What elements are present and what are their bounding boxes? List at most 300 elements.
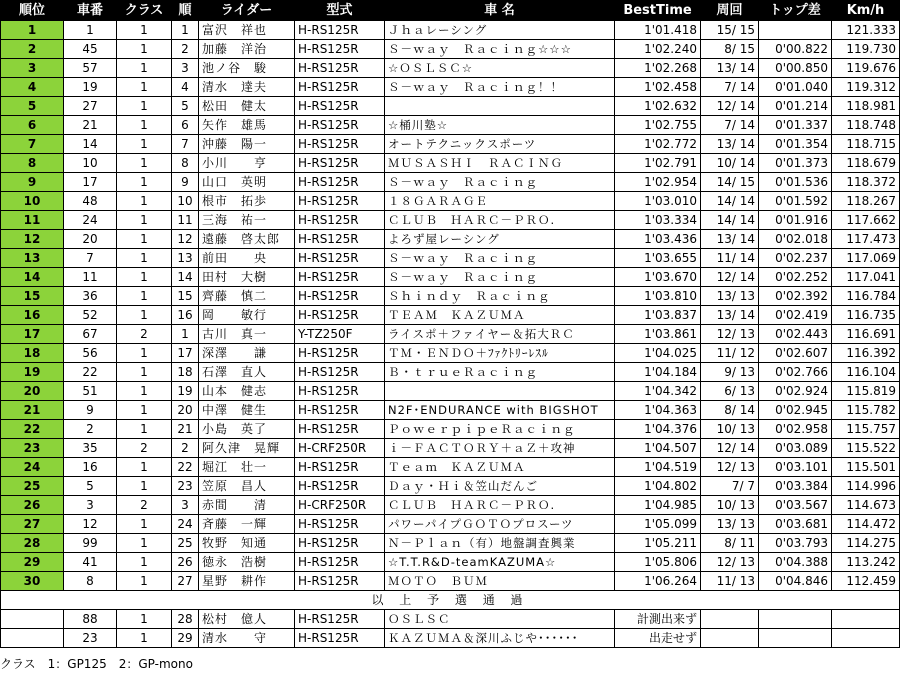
cell-laps: 11/ 14 (701, 249, 759, 268)
cell-gap: 0'03.089 (759, 439, 832, 458)
table-row (1, 97, 900, 116)
cell-model: H-CRF250R (295, 439, 385, 458)
cell-rider: 阿久津 晃輝 (199, 439, 295, 458)
cell-laps: 14/ 14 (701, 192, 759, 211)
table-row (1, 610, 900, 629)
cell-best-time: 1'05.806 (615, 553, 701, 572)
cell-model: H-RS125R (295, 477, 385, 496)
cell-laps: 10/ 13 (701, 496, 759, 515)
cell-car-number: 22 (64, 363, 117, 382)
cell-rider: 山口 英明 (199, 173, 295, 192)
cell-class-order: 15 (172, 287, 199, 306)
cell-model: H-RS125R (295, 21, 385, 40)
cell-position: 23 (1, 439, 64, 458)
cell-best-time: 1'03.837 (615, 306, 701, 325)
cell-gap: 0'01.040 (759, 78, 832, 97)
cell-model: H-RS125R (295, 306, 385, 325)
cell-machine-name: Ｓｈｉｎｄｙ Ｒａｃｉｎｇ (385, 287, 615, 306)
cell-rider: 富沢 祥也 (199, 21, 295, 40)
cell-class-order: 21 (172, 420, 199, 439)
cell-best-time: 1'04.363 (615, 401, 701, 420)
cell-class-order: 3 (172, 496, 199, 515)
col-header-rider: ライダー (199, 1, 295, 21)
cell-position: 2 (1, 40, 64, 59)
cell-speed: 117.473 (832, 230, 900, 249)
table-row (1, 553, 900, 572)
table-row (1, 287, 900, 306)
cell-class-order: 7 (172, 135, 199, 154)
cell-speed: 118.372 (832, 173, 900, 192)
cell-class-order: 19 (172, 382, 199, 401)
cell-speed (832, 610, 900, 629)
cell-gap: 0'02.958 (759, 420, 832, 439)
col-header-machine-name: 車 名 (385, 1, 615, 21)
cell-car-number: 12 (64, 515, 117, 534)
cell-machine-name (385, 382, 615, 401)
cell-rider: 田村 大樹 (199, 268, 295, 287)
cell-speed: 114.673 (832, 496, 900, 515)
cell-laps: 13/ 14 (701, 135, 759, 154)
cell-gap: 0'01.592 (759, 192, 832, 211)
qualify-note-row (1, 591, 900, 610)
cell-best-time: 1'02.791 (615, 154, 701, 173)
cell-machine-name: ＫＡＺＵＭＡ＆深川ふじや･･････ (385, 629, 615, 648)
cell-model: H-RS125R (295, 401, 385, 420)
cell-laps: 12/ 13 (701, 553, 759, 572)
cell-speed: 118.267 (832, 192, 900, 211)
cell-laps: 12/ 14 (701, 439, 759, 458)
cell-laps: 10/ 13 (701, 420, 759, 439)
cell-model: H-CRF250R (295, 496, 385, 515)
cell-model: H-RS125R (295, 344, 385, 363)
cell-laps: 11/ 13 (701, 572, 759, 591)
cell-gap: 0'02.924 (759, 382, 832, 401)
cell-model: H-RS125R (295, 458, 385, 477)
cell-rider: 三海 祐一 (199, 211, 295, 230)
cell-class-order: 2 (172, 439, 199, 458)
cell-model: H-RS125R (295, 173, 385, 192)
cell-machine-name: Ｄａｙ・Ｈｉ＆笠山だんご (385, 477, 615, 496)
cell-machine-name: Ｔｅａｍ ＫＡＺＵＭＡ (385, 458, 615, 477)
cell-machine-name: Ｓ－ｗａｙ Ｒａｃｉｎｇ☆☆☆ (385, 40, 615, 59)
col-header-speed: Km/h (832, 1, 900, 21)
cell-class: 1 (117, 610, 172, 629)
cell-speed: 118.748 (832, 116, 900, 135)
cell-machine-name: Ｓ－ｗａｙ Ｒａｃｉｎｇ！！ (385, 78, 615, 97)
cell-class-order: 26 (172, 553, 199, 572)
col-header-car-number: 車番 (64, 1, 117, 21)
table-row (1, 382, 900, 401)
cell-car-number: 19 (64, 78, 117, 97)
table-row (1, 458, 900, 477)
cell-class-order: 1 (172, 325, 199, 344)
cell-speed: 118.679 (832, 154, 900, 173)
cell-rider: 小川 亨 (199, 154, 295, 173)
table-row (1, 325, 900, 344)
cell-laps: 8/ 11 (701, 534, 759, 553)
cell-machine-name: Ｓ－ｗａｙ Ｒａｃｉｎｇ (385, 249, 615, 268)
cell-model: H-RS125R (295, 135, 385, 154)
cell-machine-name: Ｎ－Ｐｌａｎ（有）地盤調査興業 (385, 534, 615, 553)
cell-laps: 13/ 13 (701, 515, 759, 534)
cell-class: 1 (117, 116, 172, 135)
cell-car-number: 67 (64, 325, 117, 344)
cell-gap: 0'01.214 (759, 97, 832, 116)
cell-rider: 齊藤 慎二 (199, 287, 295, 306)
cell-speed: 115.819 (832, 382, 900, 401)
cell-car-number: 11 (64, 268, 117, 287)
cell-model: H-RS125R (295, 192, 385, 211)
cell-speed: 117.041 (832, 268, 900, 287)
cell-best-time: 1'01.418 (615, 21, 701, 40)
cell-best-time: 1'04.519 (615, 458, 701, 477)
cell-class-order: 25 (172, 534, 199, 553)
cell-class-order: 10 (172, 192, 199, 211)
cell-car-number: 23 (64, 629, 117, 648)
cell-gap: 0'02.252 (759, 268, 832, 287)
cell-machine-name: Ｓ－ｗａｙ Ｒａｃｉｎｇ (385, 173, 615, 192)
cell-class: 1 (117, 401, 172, 420)
cell-gap: 0'01.916 (759, 211, 832, 230)
col-header-laps: 周回 (701, 1, 759, 21)
cell-class-order: 17 (172, 344, 199, 363)
cell-gap: 0'02.392 (759, 287, 832, 306)
cell-car-number: 24 (64, 211, 117, 230)
cell-model: H-RS125R (295, 78, 385, 97)
cell-car-number: 41 (64, 553, 117, 572)
cell-car-number: 35 (64, 439, 117, 458)
cell-best-time: 1'03.655 (615, 249, 701, 268)
table-row (1, 306, 900, 325)
cell-car-number: 14 (64, 135, 117, 154)
cell-gap: 0'03.567 (759, 496, 832, 515)
cell-gap: 0'00.850 (759, 59, 832, 78)
cell-speed: 116.784 (832, 287, 900, 306)
cell-model: Y-TZ250F (295, 325, 385, 344)
cell-class: 1 (117, 287, 172, 306)
cell-class: 2 (117, 496, 172, 515)
cell-class-order: 8 (172, 154, 199, 173)
cell-rider: 中澤 健生 (199, 401, 295, 420)
cell-position: 17 (1, 325, 64, 344)
cell-gap: 0'01.373 (759, 154, 832, 173)
cell-model: H-RS125R (295, 154, 385, 173)
cell-class: 1 (117, 306, 172, 325)
cell-rider: 深澤 謙 (199, 344, 295, 363)
cell-position: 24 (1, 458, 64, 477)
cell-best-time: 出走せず (615, 629, 701, 648)
table-row (1, 268, 900, 287)
cell-position: 26 (1, 496, 64, 515)
cell-speed: 116.104 (832, 363, 900, 382)
table-row (1, 249, 900, 268)
cell-machine-name: ｉ－ＦＡＣＴＯＲＹ＋ａＺ＋攻神 (385, 439, 615, 458)
cell-rider: 清水 達夫 (199, 78, 295, 97)
cell-model: H-RS125R (295, 249, 385, 268)
cell-car-number: 7 (64, 249, 117, 268)
cell-position: 25 (1, 477, 64, 496)
cell-model: H-RS125R (295, 382, 385, 401)
cell-best-time: 1'03.670 (615, 268, 701, 287)
cell-laps: 13/ 14 (701, 230, 759, 249)
cell-class: 1 (117, 21, 172, 40)
cell-car-number: 45 (64, 40, 117, 59)
cell-class: 1 (117, 40, 172, 59)
cell-machine-name: よろず屋レーシング (385, 230, 615, 249)
cell-position: 5 (1, 97, 64, 116)
cell-laps: 7/ 7 (701, 477, 759, 496)
cell-best-time: 1'03.861 (615, 325, 701, 344)
cell-best-time: 1'02.954 (615, 173, 701, 192)
cell-gap: 0'02.945 (759, 401, 832, 420)
cell-laps: 7/ 14 (701, 78, 759, 97)
cell-laps: 13/ 14 (701, 306, 759, 325)
table-row (1, 401, 900, 420)
cell-class: 1 (117, 344, 172, 363)
cell-position: 12 (1, 230, 64, 249)
cell-machine-name: ＴＥＡＭ ＫＡＺＵＭＡ (385, 306, 615, 325)
cell-best-time: 1'04.376 (615, 420, 701, 439)
cell-best-time: 1'02.755 (615, 116, 701, 135)
cell-model: H-RS125R (295, 230, 385, 249)
cell-speed: 116.691 (832, 325, 900, 344)
cell-machine-name: ＭＯＴＯ ＢＵＭ (385, 572, 615, 591)
cell-car-number: 17 (64, 173, 117, 192)
cell-class-order: 29 (172, 629, 199, 648)
cell-rider: 矢作 雄馬 (199, 116, 295, 135)
cell-class: 1 (117, 135, 172, 154)
cell-class-order: 4 (172, 78, 199, 97)
cell-rider: 池ノ谷 駿 (199, 59, 295, 78)
cell-rider: 岡 敏行 (199, 306, 295, 325)
cell-car-number: 57 (64, 59, 117, 78)
cell-best-time: 1'03.810 (615, 287, 701, 306)
cell-rider: 加藤 洋治 (199, 40, 295, 59)
cell-class: 1 (117, 572, 172, 591)
cell-model: H-RS125R (295, 363, 385, 382)
cell-machine-name: パワーパイプＧＯＴＯプロスーツ (385, 515, 615, 534)
cell-speed: 114.472 (832, 515, 900, 534)
cell-machine-name: ライスポ＋ファイヤー＆拓大ＲＣ (385, 325, 615, 344)
cell-speed: 116.735 (832, 306, 900, 325)
cell-best-time: 1'02.458 (615, 78, 701, 97)
cell-gap: 0'02.443 (759, 325, 832, 344)
cell-speed: 115.522 (832, 439, 900, 458)
cell-machine-name: Ｓ－ｗａｙ Ｒａｃｉｎｇ (385, 268, 615, 287)
cell-car-number: 52 (64, 306, 117, 325)
cell-laps: 10/ 14 (701, 154, 759, 173)
table-row (1, 344, 900, 363)
cell-laps: 13/ 14 (701, 59, 759, 78)
cell-best-time: 1'03.436 (615, 230, 701, 249)
cell-class-order: 2 (172, 40, 199, 59)
cell-machine-name: ☆T.T.R&D-teamKAZUMA☆ (385, 553, 615, 572)
cell-rider: 松田 健太 (199, 97, 295, 116)
cell-speed: 115.501 (832, 458, 900, 477)
table-row (1, 40, 900, 59)
cell-laps: 8/ 14 (701, 401, 759, 420)
cell-speed: 115.782 (832, 401, 900, 420)
cell-rider: 赤間 清 (199, 496, 295, 515)
class-legend: クラス 1：GP125 2：GP-mono (0, 657, 193, 671)
cell-car-number: 88 (64, 610, 117, 629)
cell-position: 7 (1, 135, 64, 154)
cell-machine-name: ＴＭ・ＥＮＤＯ＋ﾌｧｸﾄﾘｰﾚｽﾙ (385, 344, 615, 363)
cell-speed: 114.275 (832, 534, 900, 553)
cell-gap: 0'02.237 (759, 249, 832, 268)
col-header-class-order: 順 (172, 1, 199, 21)
cell-laps: 12/ 14 (701, 97, 759, 116)
table-row (1, 154, 900, 173)
cell-rider: 牧野 知通 (199, 534, 295, 553)
cell-laps: 12/ 14 (701, 268, 759, 287)
cell-class: 1 (117, 192, 172, 211)
cell-best-time: 計測出来ず (615, 610, 701, 629)
cell-class-order: 5 (172, 97, 199, 116)
cell-laps: 8/ 15 (701, 40, 759, 59)
cell-gap (759, 610, 832, 629)
table-row (1, 59, 900, 78)
cell-position: 9 (1, 173, 64, 192)
cell-laps (701, 610, 759, 629)
cell-class: 1 (117, 268, 172, 287)
cell-class: 1 (117, 154, 172, 173)
cell-car-number: 10 (64, 154, 117, 173)
cell-position: 29 (1, 553, 64, 572)
cell-speed: 119.730 (832, 40, 900, 59)
cell-class: 2 (117, 439, 172, 458)
cell-rider: 小島 英了 (199, 420, 295, 439)
qualify-note: 以 上 予 選 通 過 (1, 591, 900, 610)
cell-class: 1 (117, 477, 172, 496)
cell-car-number: 36 (64, 287, 117, 306)
cell-speed: 119.312 (832, 78, 900, 97)
cell-class-order: 12 (172, 230, 199, 249)
cell-speed: 117.069 (832, 249, 900, 268)
cell-best-time: 1'06.264 (615, 572, 701, 591)
cell-rider: 松村 億人 (199, 610, 295, 629)
cell-position: 30 (1, 572, 64, 591)
cell-model: H-RS125R (295, 553, 385, 572)
cell-class: 1 (117, 515, 172, 534)
cell-rider: 笠原 昌人 (199, 477, 295, 496)
cell-speed: 118.981 (832, 97, 900, 116)
cell-car-number: 48 (64, 192, 117, 211)
cell-position: 14 (1, 268, 64, 287)
cell-position: 6 (1, 116, 64, 135)
cell-car-number: 21 (64, 116, 117, 135)
cell-speed: 113.242 (832, 553, 900, 572)
cell-machine-name: ＯＳＬＳＣ (385, 610, 615, 629)
cell-laps: 7/ 14 (701, 116, 759, 135)
cell-gap: 0'03.681 (759, 515, 832, 534)
cell-best-time: 1'05.211 (615, 534, 701, 553)
cell-speed: 119.676 (832, 59, 900, 78)
cell-best-time: 1'02.632 (615, 97, 701, 116)
col-header-gap: トップ差 (759, 1, 832, 21)
cell-rider: 堀江 壮一 (199, 458, 295, 477)
cell-best-time: 1'04.184 (615, 363, 701, 382)
cell-rider: 星野 耕作 (199, 572, 295, 591)
table-row (1, 173, 900, 192)
header-row (1, 1, 900, 21)
cell-best-time: 1'04.507 (615, 439, 701, 458)
cell-best-time: 1'03.334 (615, 211, 701, 230)
cell-speed (832, 629, 900, 648)
cell-car-number: 51 (64, 382, 117, 401)
cell-position: 10 (1, 192, 64, 211)
cell-class-order: 14 (172, 268, 199, 287)
cell-class: 1 (117, 78, 172, 97)
table-row (1, 515, 900, 534)
cell-gap: 0'00.822 (759, 40, 832, 59)
cell-car-number: 20 (64, 230, 117, 249)
cell-machine-name: １８ＧＡＲＡＧＥ (385, 192, 615, 211)
cell-class: 1 (117, 173, 172, 192)
cell-car-number: 9 (64, 401, 117, 420)
cell-class-order: 6 (172, 116, 199, 135)
cell-rider: 根市 拓歩 (199, 192, 295, 211)
cell-class-order: 18 (172, 363, 199, 382)
table-row (1, 572, 900, 591)
cell-best-time: 1'04.802 (615, 477, 701, 496)
cell-model: H-RS125R (295, 211, 385, 230)
cell-class-order: 27 (172, 572, 199, 591)
table-row (1, 629, 900, 648)
cell-position: 27 (1, 515, 64, 534)
cell-car-number: 99 (64, 534, 117, 553)
cell-machine-name: ☆ＯＳＬＳＣ☆ (385, 59, 615, 78)
cell-position (1, 629, 64, 648)
cell-gap: 0'03.793 (759, 534, 832, 553)
cell-class-order: 11 (172, 211, 199, 230)
cell-best-time: 1'03.010 (615, 192, 701, 211)
cell-car-number: 27 (64, 97, 117, 116)
cell-best-time: 1'04.985 (615, 496, 701, 515)
cell-class: 2 (117, 325, 172, 344)
cell-model: H-RS125R (295, 572, 385, 591)
cell-model: H-RS125R (295, 629, 385, 648)
cell-class: 1 (117, 230, 172, 249)
cell-car-number: 8 (64, 572, 117, 591)
cell-position: 19 (1, 363, 64, 382)
cell-best-time: 1'02.240 (615, 40, 701, 59)
table-row (1, 477, 900, 496)
cell-gap: 0'02.018 (759, 230, 832, 249)
cell-speed: 112.459 (832, 572, 900, 591)
table-row (1, 363, 900, 382)
cell-class: 1 (117, 420, 172, 439)
cell-position: 3 (1, 59, 64, 78)
cell-class: 1 (117, 458, 172, 477)
cell-rider: 斉藤 一輝 (199, 515, 295, 534)
cell-machine-name: ＣＬＵＢ ＨＡＲＣ－ＰＲＯ. (385, 211, 615, 230)
col-header-model: 型式 (295, 1, 385, 21)
cell-position (1, 610, 64, 629)
table-row (1, 21, 900, 40)
cell-class-order: 24 (172, 515, 199, 534)
cell-position: 15 (1, 287, 64, 306)
cell-model: H-RS125R (295, 287, 385, 306)
cell-rider: 遠藤 啓太郎 (199, 230, 295, 249)
cell-model: H-RS125R (295, 97, 385, 116)
cell-class: 1 (117, 97, 172, 116)
cell-rider: 沖藤 陽一 (199, 135, 295, 154)
cell-laps: 6/ 13 (701, 382, 759, 401)
cell-speed: 114.996 (832, 477, 900, 496)
cell-rider: 山本 健志 (199, 382, 295, 401)
table-row (1, 420, 900, 439)
